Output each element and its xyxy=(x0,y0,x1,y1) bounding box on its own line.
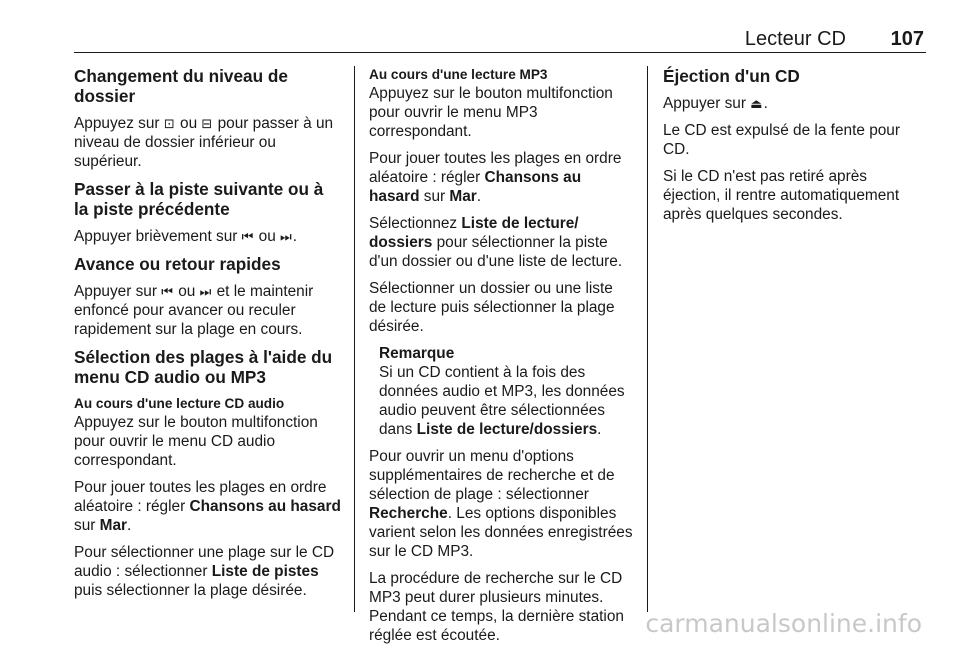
previous-track-icon: ⏮ xyxy=(161,284,174,299)
paragraph: Appuyer sur ⏮ ou ⏭ et le maintenir enfoncé pour avancer ou reculer rapidement sur la plage en cours. xyxy=(74,283,314,338)
column-divider xyxy=(647,66,648,612)
section-heading: Sélection des plages à l'aide du menu CD audio ou MP3 xyxy=(74,347,333,387)
column-left xyxy=(74,66,342,608)
running-title: Lecteur CD xyxy=(744,28,846,50)
paragraph: La procédure de recherche sur le CD MP3 peut durer plusieurs minutes. Pendant ce temps, la dernière station réglée est écoutée. xyxy=(369,570,624,644)
paragraph: Pour jouer toutes les plages en ordre aléatoire : régler Chansons au hasard sur Mar. xyxy=(369,150,622,205)
page-header xyxy=(74,26,926,53)
subheading: Au cours d'une lecture CD audio xyxy=(74,396,285,411)
subheading: Au cours d'une lecture MP3 xyxy=(369,67,548,82)
page-number: 107 xyxy=(890,28,924,50)
paragraph: Sélectionner un dossier ou une liste de lecture puis sélectionner la plage désirée. xyxy=(369,280,615,335)
column-right xyxy=(663,66,928,232)
paragraph: Appuyez sur le bouton multifonction pour ouvrir le menu CD audio correspondant. xyxy=(74,414,318,469)
paragraph: Si le CD n'est pas retiré après éjection, il rentre automatiquement après quelques secondes. xyxy=(663,168,900,223)
note-text: Si un CD contient à la fois des données audio et MP3, les données audio peuvent être sélectionnées dans Liste de lecture/dossiers. xyxy=(379,364,625,438)
folder-down-icon: ⊡ xyxy=(163,116,176,131)
paragraph: Pour sélectionner une plage sur le CD audio : sélectionner Liste de pistes puis sélectionner la plage désirée. xyxy=(74,544,335,599)
paragraph: Appuyez sur le bouton multifonction pour ouvrir le menu MP3 correspondant. xyxy=(369,85,613,140)
next-track-icon: ⏭ xyxy=(199,284,213,299)
paragraph: Sélectionnez Liste de lecture/ dossiers pour sélectionner la piste d'un dossier ou d'une liste de lecture. xyxy=(369,215,623,270)
section-heading: Éjection d'un CD xyxy=(663,66,800,86)
paragraph: Appuyer sur ⏏. xyxy=(663,95,768,112)
paragraph: Appuyez sur ⊡ ou ⊟ pour passer à un niveau de dossier inférieur ou supérieur. xyxy=(74,115,334,170)
column-divider xyxy=(354,66,355,612)
eject-icon: ⏏ xyxy=(750,96,764,111)
folder-up-icon: ⊟ xyxy=(201,116,214,131)
next-track-icon: ⏭ xyxy=(280,229,293,244)
watermark: carmanualsonline.info xyxy=(645,609,922,638)
section-heading: Avance ou retour rapides xyxy=(74,254,281,274)
section-heading: Passer à la piste suivante ou à la piste précédente xyxy=(74,179,324,219)
paragraph: Pour jouer toutes les plages en ordre aléatoire : régler Chansons au hasard sur Mar. xyxy=(74,479,341,534)
note-box xyxy=(379,344,634,439)
paragraph: Appuyer brièvement sur ⏮ ou ⏭. xyxy=(74,228,298,245)
column-middle xyxy=(369,66,634,653)
note-title: Remarque xyxy=(379,345,455,362)
paragraph: Pour ouvrir un menu d'options supplémentaires de recherche et de sélection de plage : sélectionner Recherche. Les options disponibles varient selon les données enregistrées sur le CD MP3. xyxy=(369,448,633,560)
paragraph: Le CD est expulsé de la fente pour CD. xyxy=(663,122,900,158)
previous-track-icon: ⏮ xyxy=(241,229,255,244)
section-heading: Changement du niveau de dossier xyxy=(74,66,288,106)
